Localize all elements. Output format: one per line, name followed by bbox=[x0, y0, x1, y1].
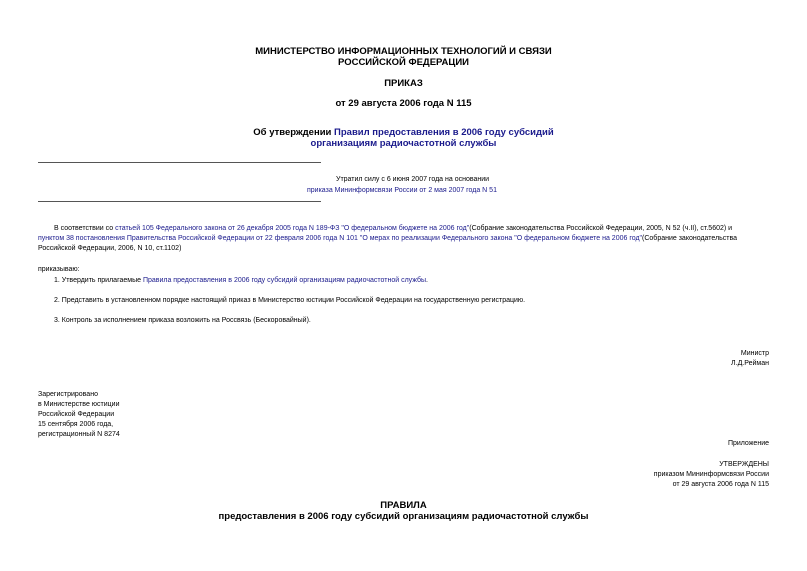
registration-line-5: регистрационный N 8274 bbox=[38, 431, 120, 438]
preamble-link-1[interactable]: статьей 105 Федерального закона от 26 декабря 2005 года N 189-ФЗ "О федеральном бюджете на 2006 год" bbox=[115, 225, 470, 232]
registration-line-1: Зарегистрировано bbox=[38, 391, 98, 398]
signature-name: Л.Д.Рейман bbox=[731, 360, 769, 367]
registration-line-4: 15 сентября 2006 года, bbox=[38, 421, 114, 428]
registration-line-2: в Министерстве юстиции bbox=[38, 401, 120, 408]
order-item-1-text: 1. Утвердить прилагаемые bbox=[54, 277, 143, 284]
doc-title-line2 bbox=[0, 138, 807, 150]
preamble-link-2[interactable]: пунктом 38 постановления Правительства Российской Федерации от 22 февраля 2006 года N 101 "О мерах по реализации Федерального закона "О федеральном бюджете на 2006 год" bbox=[38, 235, 643, 242]
preamble-line3: Российской Федерации, 2006, N 10, ст.1102) bbox=[38, 245, 182, 252]
doc-title-prefix: Об утверждении bbox=[253, 127, 335, 138]
status-repeal-link[interactable]: приказа Мининформсвязи России от 2 мая 2007 года N 51 bbox=[307, 187, 497, 194]
preamble-text-2: (Собрание законодательства Российской Федерации, 2005, N 52 (ч.II), ст.5602) и bbox=[469, 225, 733, 232]
order-item-2: 2. Представить в установленном порядке настоящий приказ в Министерство юстиции Российской Федерации на государственную регистрацию. bbox=[54, 297, 526, 304]
preamble-text-1: В соответствии со bbox=[54, 225, 116, 232]
divider-top bbox=[38, 162, 321, 163]
order-item-1 bbox=[54, 276, 428, 286]
preamble-text-3: (Собрание законодательства bbox=[642, 235, 738, 242]
preamble-line2 bbox=[38, 234, 778, 244]
ministry-name-line2: РОССИЙСКОЙ ФЕДЕРАЦИИ bbox=[337, 57, 469, 68]
order-item-1-end: . bbox=[426, 277, 428, 284]
doc-type: ПРИКАЗ bbox=[384, 78, 423, 89]
appendix-date-number: от 29 августа 2006 года N 115 bbox=[672, 481, 769, 488]
order-item-1-link[interactable]: Правила предоставления в 2006 году субсидий организациям радиочастотной службы bbox=[142, 277, 427, 284]
rules-title: ПРАВИЛА bbox=[380, 500, 427, 511]
appendix-label: Приложение bbox=[727, 440, 769, 447]
ministry-name-line1: МИНИСТЕРСТВО ИНФОРМАЦИОННЫХ ТЕХНОЛОГИЙ И СВЯЗИ bbox=[255, 46, 552, 57]
preamble-line1 bbox=[54, 224, 774, 234]
rules-subtitle: предоставления в 2006 году субсидий организациям радиочастотной службы bbox=[218, 511, 589, 522]
appendix-approved: УТВЕРЖДЕНЫ bbox=[719, 461, 769, 468]
appendix-by-order: приказом Мининформсвязи России bbox=[653, 471, 769, 478]
doc-title-link[interactable]: Правил предоставления в 2006 году субсидий bbox=[334, 127, 554, 138]
signature-position: Министр bbox=[740, 350, 769, 357]
status-repealed: Утратил силу с 6 июня 2007 года на основании bbox=[336, 176, 490, 183]
order-lead: приказываю: bbox=[38, 266, 80, 273]
doc-date-number: от 29 августа 2006 года N 115 bbox=[335, 98, 472, 109]
divider-bottom bbox=[38, 201, 321, 202]
order-item-3: 3. Контроль за исполнением приказа возложить на Россвязь (Бескоровайный). bbox=[54, 317, 311, 324]
registration-line-3: Российской Федерации bbox=[38, 411, 115, 418]
doc-title-link-cont[interactable]: организациям радиочастотной службы bbox=[310, 138, 497, 149]
